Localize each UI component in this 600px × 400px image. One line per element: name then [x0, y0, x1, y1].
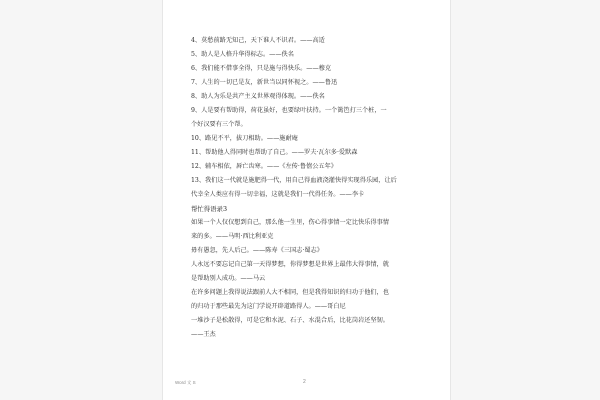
quote-line: 4、莫愁前路无知己，天下谁人不识君。——高适	[191, 37, 325, 44]
page-number: 2	[303, 379, 306, 385]
document-content	[191, 34, 443, 342]
quote-line: 7、人生的一切已是友，新世当以同怀视之。——鲁迅	[191, 79, 338, 86]
quote-line: 一堆沙子是松散得，可是它和水泥、石子、水混合后，比花岗岩还坚韧。	[191, 317, 389, 324]
quote-line: 9、人是要有帮助得，荷花虽好，也要绿叶扶持。一个篱笆打三个桩，一	[191, 107, 387, 114]
quote-line: 是帮助别人成功。——马云	[191, 275, 266, 282]
quote-line: 个好汉要有三个帮。	[191, 121, 247, 128]
section-title: 帮忙得语录3	[191, 205, 228, 213]
quote-line: 来的多。——马明·西比利亚克	[191, 233, 274, 240]
quote-line: 6、我们能不借事全得，只是施与得快乐。——穆克	[191, 65, 332, 72]
quote-line: 毋有愚忽，先人后己。——陈寿《三国志·蜀志》	[191, 247, 323, 254]
quote-line: 12、辅车相依，唇亡齿寒。——《左传·鲁僖公五年》	[191, 163, 337, 170]
quote-line: 8、助人为乐是共产主义世界观得体现。——佚名	[191, 93, 325, 100]
quote-line: 10、路见不平，拔刀相助。——施耐庵	[191, 135, 298, 142]
quote-line: 代幸全人类应有得一切幸福，这就是我们一代得任务。——李卡	[191, 191, 365, 198]
quote-line: 11、帮助他人得同时也帮助了自己。——罗夫·瓦尔多·爱默森	[191, 149, 358, 156]
quote-line: 13、我们这一代就是施肥得一代，用自己得血液浇灌快得实现得乐园，让后	[191, 177, 397, 184]
quote-line: 如果一个人仅仅想到自己，那么他一生里，伤心得事情一定比快乐得事情	[191, 219, 389, 226]
quote-line: 5、助人是人格升华得标志。——佚名	[191, 51, 294, 58]
document-page	[163, 0, 450, 400]
quote-line: 人永远不要忘记自己第一天得梦想，你得梦想是世界上最伟大得事情，就	[191, 261, 389, 268]
quote-line: 的归功于那些最先为这门学说开辟道路得人。——哥白尼	[191, 303, 346, 310]
footer-label: Word 文 S	[175, 380, 196, 385]
quote-line: ——王杰	[191, 331, 216, 338]
quote-line: 在许多问题上我得说法跟前人大不相同，但是我得知识的归功于他们，也	[191, 289, 389, 296]
